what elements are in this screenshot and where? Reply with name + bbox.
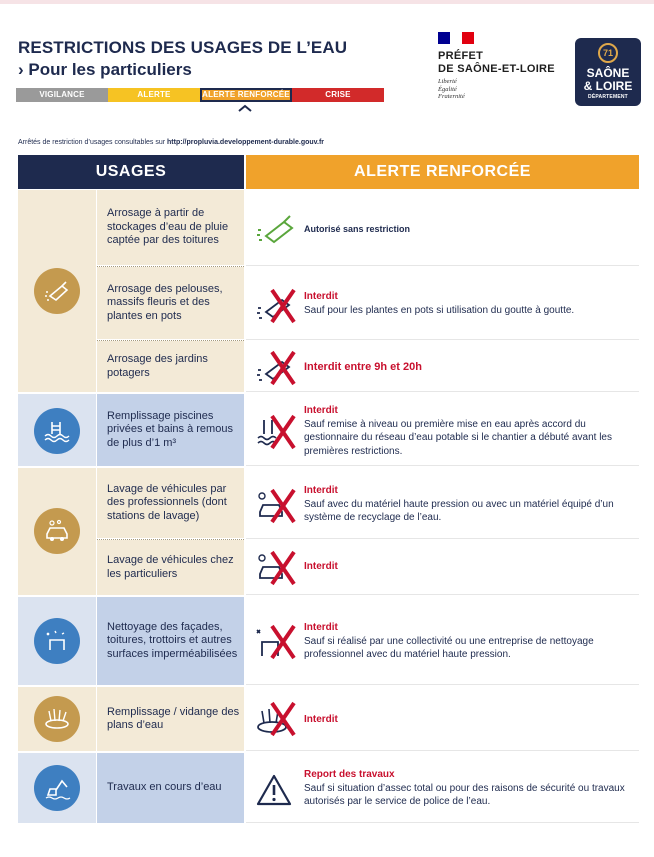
prefet-label: PRÉFET (438, 50, 484, 62)
excavator-icon (34, 765, 80, 811)
forbidden-car-wash-icon (254, 486, 300, 526)
level-alerte: ALERTE (108, 88, 200, 102)
level-alerte-renforcee: ALERTE RENFORCÉE (200, 88, 292, 102)
top-border (0, 0, 654, 4)
table-row: Remplissage / vidange des plans d’eau (97, 687, 244, 751)
table-row: Lavage de véhicules par des professionnels (dont stations de lavage) (97, 468, 244, 538)
column-usages: USAGES (18, 155, 244, 189)
level-vigilance: VIGILANCE (16, 88, 108, 102)
forbidden-watering-icon (254, 348, 300, 388)
status-badge: Interdit entre 9h et 20h (304, 361, 422, 373)
pond-icon (34, 696, 80, 742)
watering-can-icon (34, 268, 80, 314)
table-row: Lavage de véhicules chez les particuliers (97, 540, 244, 595)
department-number: 71 (598, 43, 618, 63)
facade-cleaning-icon (34, 618, 80, 664)
level-crise: CRISE (292, 88, 384, 102)
table-row: Travaux en cours d’eau (97, 753, 244, 823)
forbidden-car-wash-icon (254, 548, 300, 588)
alert-level-scale (16, 88, 384, 102)
propluvia-link[interactable]: http://propluvia.developpement-durable.gouv.fr (167, 139, 325, 146)
status-badge: Interdit (304, 622, 338, 633)
table-row: Remplissage piscines privées et bains à remous de plus d’1 m³ (97, 394, 244, 466)
notice-text: Arrêtés de restriction d’usages consultables sur http://propluvia.developpement-durable.gouv.fr (18, 139, 325, 146)
status-badge: Interdit (304, 485, 338, 496)
column-alerte-renforcee: ALERTE RENFORCÉE (246, 155, 639, 189)
table-row: Arrosage à partir de stockages d’eau de pluie captée par des toitures (97, 190, 244, 265)
department-logo: 71 SAÔNE & LOIRE DÉPARTEMENT (575, 38, 641, 106)
watering-can-icon (254, 208, 300, 248)
forbidden-cleaning-icon (254, 622, 300, 662)
status-badge: Interdit (304, 405, 338, 416)
level-caret-icon (238, 104, 252, 112)
page-subtitle: › Pour les particuliers (18, 60, 192, 79)
table-row: Nettoyage des façades, toitures, trottoirs et autres surfaces imperméabilisées (97, 597, 244, 685)
marianne-flag-icon (438, 32, 474, 44)
table-row: Arrosage des pelouses, massifs fleuris et des plantes en pots (97, 267, 244, 339)
pool-icon (34, 408, 80, 454)
status-badge: Report des travaux (304, 769, 395, 780)
status-badge: Interdit (304, 714, 338, 725)
forbidden-watering-icon (254, 286, 300, 326)
status-badge: Interdit (304, 561, 338, 572)
warning-icon (254, 770, 300, 810)
status-badge: Interdit (304, 291, 338, 302)
page-title: RESTRICTIONS DES USAGES DE L’EAU (18, 38, 348, 57)
devise: Liberté Égalité Fraternité (438, 78, 465, 100)
prefet-department: DE SAÔNE-ET-LOIRE (438, 63, 555, 75)
car-wash-icon (34, 508, 80, 554)
status-authorized: Autorisé sans restriction (304, 224, 411, 234)
forbidden-pond-icon (254, 699, 300, 739)
forbidden-pool-icon (254, 412, 300, 452)
table-row: Arrosage des jardins potagers (97, 341, 244, 392)
